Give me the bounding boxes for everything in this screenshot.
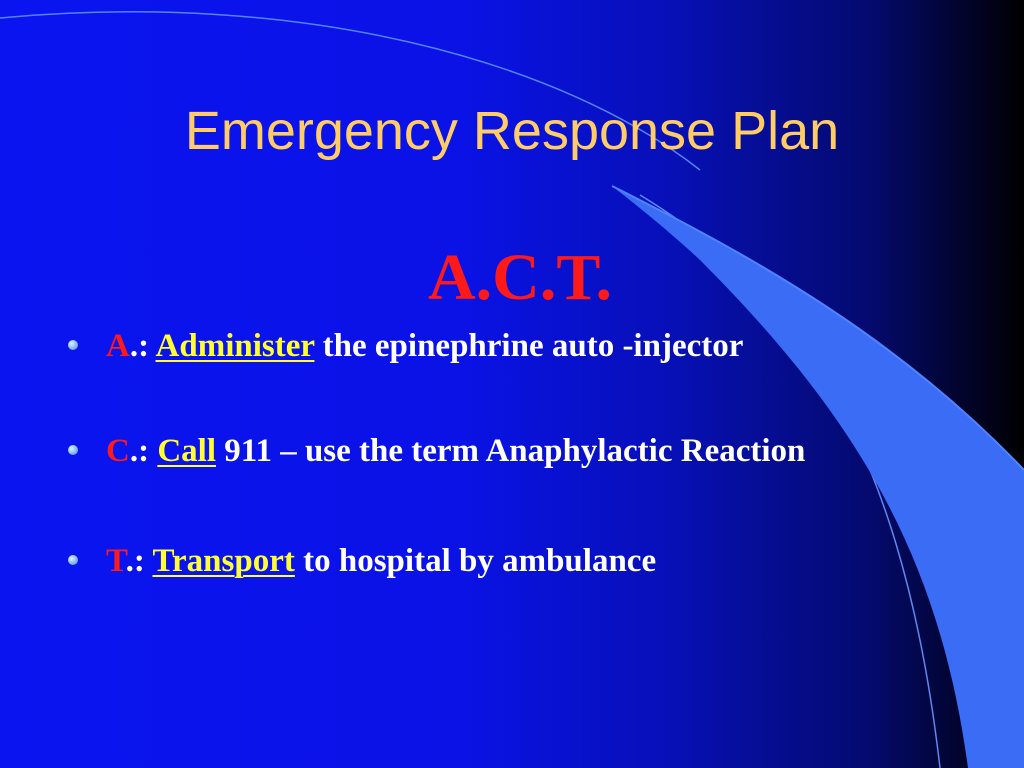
bullet-separator: .: [129,433,158,469]
bullet-dot-icon [68,340,78,350]
bullet-keyword: Call [157,433,217,469]
bullet-separator: .: [125,543,153,579]
bullet-dot-icon [68,445,78,455]
bullet-dot-icon [68,555,78,565]
bullet-letter: C [106,433,130,469]
bullet-text: to hospital by ambulance [294,543,657,579]
list-item-call [68,433,805,470]
acronym-heading: A.C.T. [428,241,612,314]
list-item-administer [68,328,743,365]
bullet-text: 911 – use the term Anaphylactic Reaction [216,433,806,469]
bullet-keyword: Transport [152,543,295,579]
title-text: Emergency Response Plan [184,101,840,161]
page-title [0,100,1024,162]
bullet-letter: T [106,543,126,579]
bullet-text: the epinephrine auto -injector [314,328,744,364]
bullet-separator: .: [129,328,156,364]
bullet-keyword: Administer [155,328,315,364]
list-item-transport [68,543,656,580]
bullet-letter: A [106,328,130,364]
